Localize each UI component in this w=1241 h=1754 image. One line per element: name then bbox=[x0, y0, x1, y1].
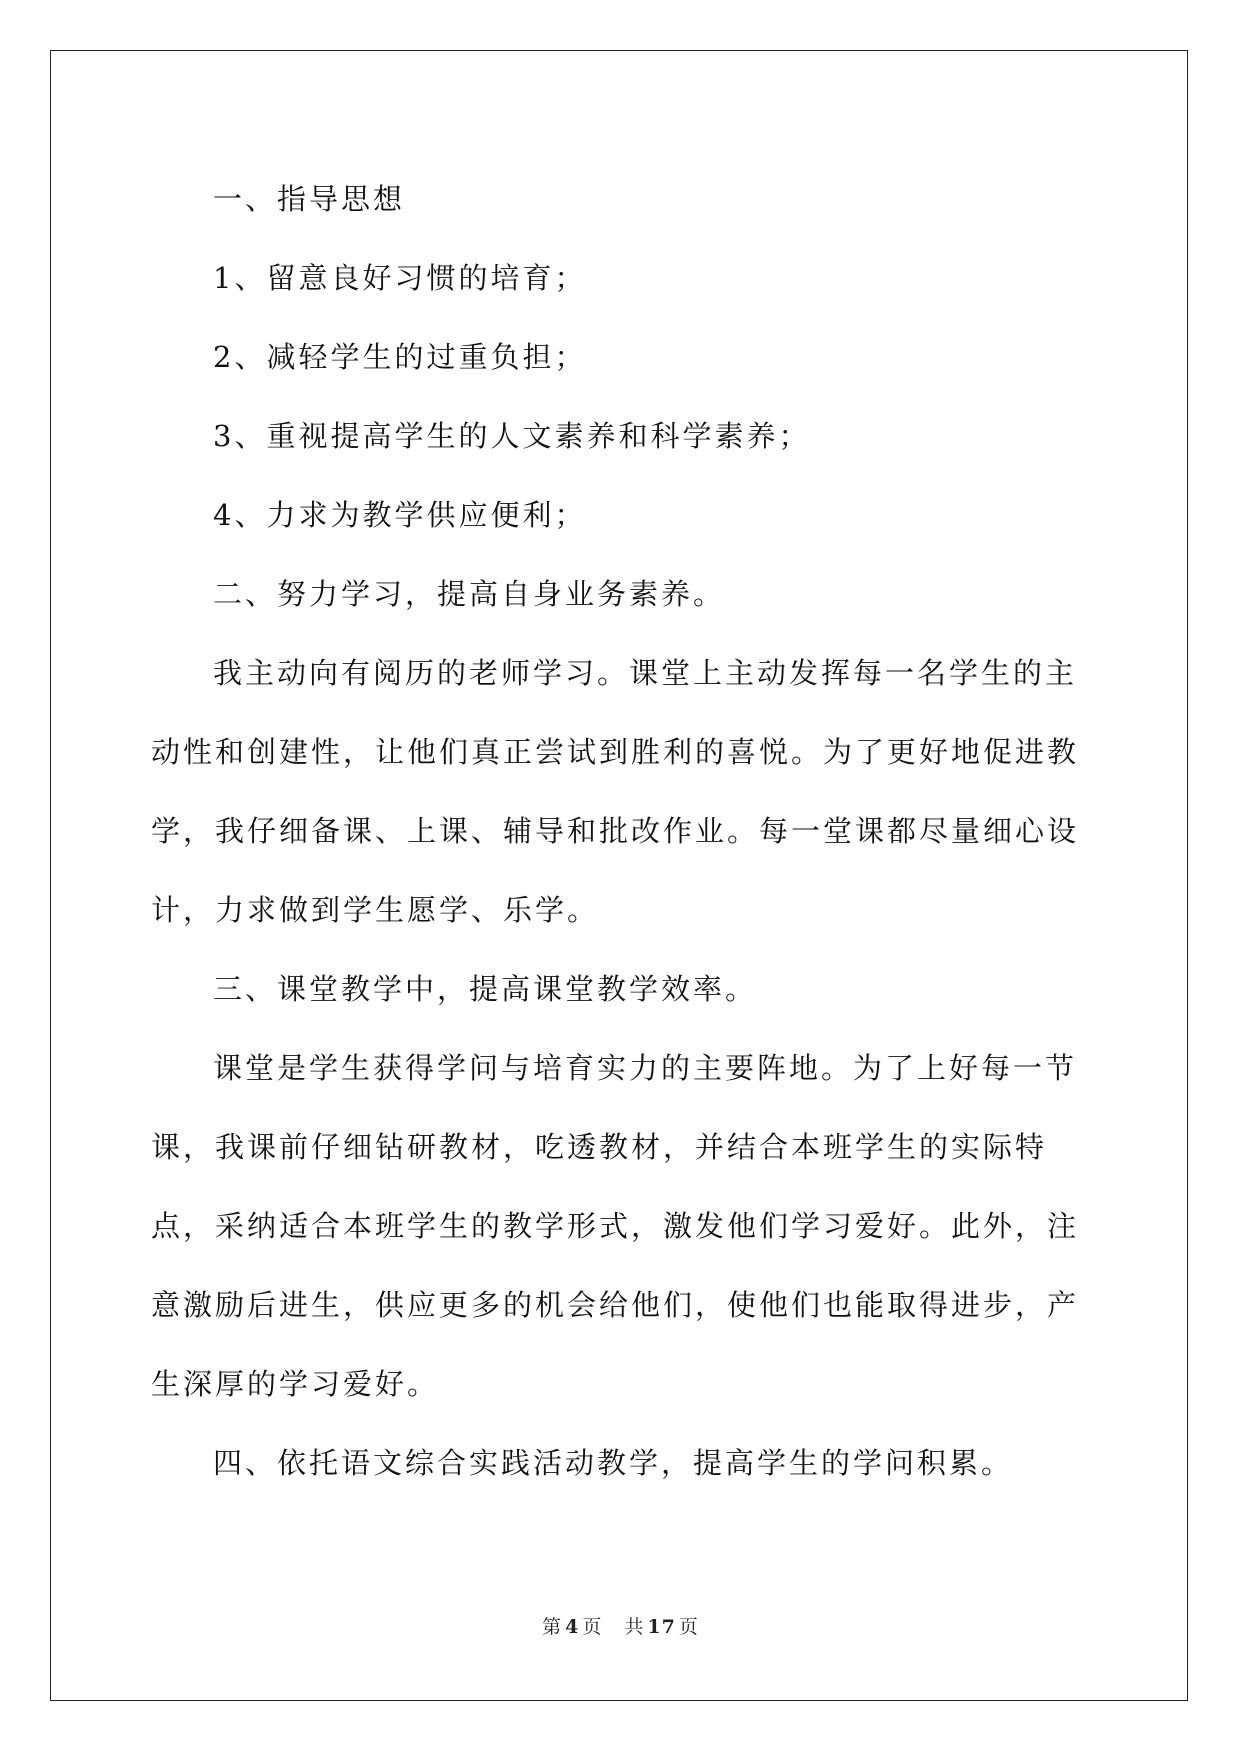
footer-total-prefix: 共 bbox=[624, 1616, 645, 1638]
list-item-3: 3、重视提高学生的人文素养和科学素养； bbox=[213, 419, 811, 453]
list-item-4: 4、力求为教学供应便利； bbox=[213, 498, 587, 532]
body-paragraph-study: 我主动向有阅历的老师学习。课堂上主动发挥每一名学生的主动性和创建性，让他们真正尝试到胜利的喜悦。为了更好地促进教学，我仔细备课、上课、辅导和批改作业。每一堂课都尽量细心设计，力求做到学生愿学、乐学。 bbox=[151, 656, 1080, 927]
list-item-2: 2、减轻学生的过重负担； bbox=[213, 340, 587, 374]
footer-page-number: 4 bbox=[565, 1616, 580, 1638]
body-paragraph-classroom: 课堂是学生获得学问与培育实力的主要阵地。为了上好每一节课，我课前仔细钻研教材，吃透教材，并结合本班学生的实际特点，采纳适合本班学生的教学形式，激发他们学习爱好。此外，注意激励后进生，供应更多的机会给他们，使他们也能取得进步，产生深厚的学习爱好。 bbox=[151, 1051, 1080, 1401]
footer-page-suffix: 页 bbox=[582, 1616, 603, 1638]
section-heading-practice: 四、依托语文综合实践活动教学，提高学生的学问积累。 bbox=[213, 1446, 1014, 1480]
section-heading-classroom: 三、课堂教学中，提高课堂教学效率。 bbox=[213, 972, 758, 1006]
footer-total-suffix: 页 bbox=[678, 1616, 699, 1638]
footer-page-prefix: 第 bbox=[542, 1616, 563, 1638]
list-item-1: 1、留意良好习惯的培育； bbox=[213, 261, 587, 295]
document-body bbox=[151, 160, 1091, 1503]
section-heading-guiding-thought: 一、指导思想 bbox=[213, 182, 406, 216]
page-footer bbox=[0, 1612, 1241, 1639]
section-heading-study: 二、努力学习，提高自身业务素养。 bbox=[213, 577, 726, 611]
footer-total-pages: 17 bbox=[647, 1616, 676, 1638]
